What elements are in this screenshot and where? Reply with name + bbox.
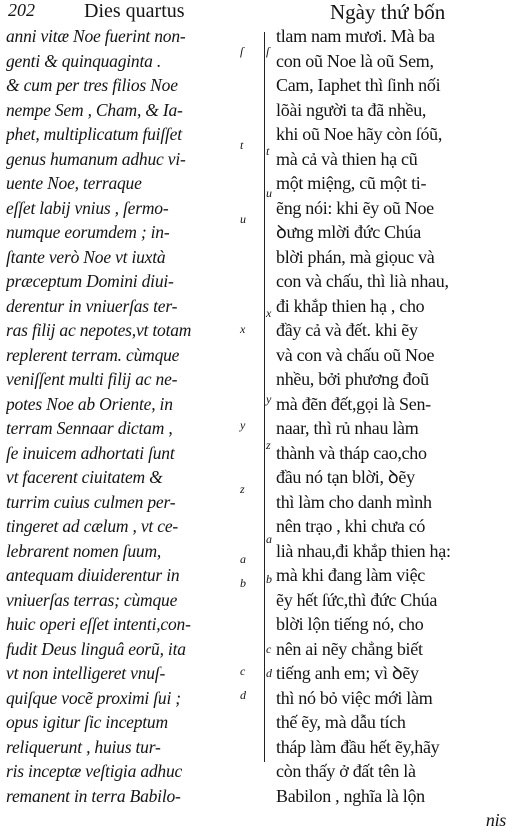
margin-marker: ſ [266,44,270,58]
page-number: 202 [8,0,35,20]
vietnamese-text-line: nên ai nẽy chẳng biết [276,638,423,659]
latin-text-line: phet, multiplicatum fuiſſet [6,124,182,144]
vietnamese-text-line: mà cả và thien hạ cũ [276,148,418,169]
latin-text-line: anni vitæ Noe fuerint non- [6,26,186,46]
margin-marker: z [240,482,245,496]
vietnamese-text-line: Babilon , nghĩa là lộn [276,785,425,806]
vietnamese-text-line: tlam nam mươi. Mà ba [276,26,435,46]
vietnamese-text-line: đầu nó tạn blời, ꝺẽy [276,467,415,487]
vietnamese-text-line: ẽy hết ſức,thì đức Chúa [276,589,438,610]
margin-marker: x [266,306,272,320]
vietnamese-text-line: blời lộn tiếng nó, cho [276,614,424,634]
vietnamese-text-line: mà khi đang làm việc [276,565,425,585]
column-divider-rule [264,32,265,762]
vietnamese-text-line: tháp làm đầu hết ẽy,hãy [276,736,440,757]
vietnamese-text-line: nên trạo , khi chưa có [276,516,426,536]
margin-marker: a [240,552,246,566]
latin-text-line: vniuerſas terras; cùmque [6,589,178,610]
vietnamese-text-line: nhều, bởi phương đoũ [276,369,429,389]
latin-text-line: præceptum Domini diui- [6,271,174,291]
vietnamese-text-line: đầy cả và đết. khi ẽy [276,320,418,340]
latin-text-line: potes Noe ab Oriente, in [6,393,173,414]
margin-marker: c [240,664,246,678]
latin-column [6,24,236,808]
vietnamese-running-head: Ngày thứ bốn [330,0,446,24]
vietnamese-text-line: tiếng anh em; vì ꝺẽy [276,663,419,683]
vietnamese-text-line: mà đẽn đết,gọi là Sen- [276,393,431,414]
margin-marker: u [240,212,246,226]
latin-text-line: veniſſent multi filij ac ne- [6,369,178,389]
vietnamese-text-line: lõài người ta đã nhều, [276,99,427,120]
vietnamese-text-line: con oũ Noe là oũ Sem, [276,50,434,71]
latin-text-line: nempe Sem , Cham, & Ia- [6,99,183,120]
vietnamese-column [276,24,514,833]
latin-text-line: lebrarent nomen ſuum, [6,540,162,561]
latin-text-line: ris inceptæ veſtigia adhuc [6,761,183,781]
latin-text-line: uente Noe, terraque [6,173,142,193]
vietnamese-text-line: còn thấy ở đất tên là [276,761,416,781]
vietnamese-text-line: ẽng nói: khi ẽy oũ Noe [276,197,434,218]
margin-marker: y [266,392,272,406]
margin-marker: c [266,642,272,656]
vietnamese-text-line: thì nó bỏ việc mới làm [276,687,433,708]
vietnamese-text-line: một miệng, cũ một ti- [276,173,427,193]
vietnamese-text-line: khi oũ Noe hãy còn ſóũ, [276,124,443,144]
column-gutter [238,24,272,764]
vietnamese-text-line: con và chấu, thì lià nhau, [276,271,449,291]
margin-marker: b [266,572,272,586]
margin-marker: y [240,418,246,432]
margin-marker: z [266,438,271,452]
margin-marker: u [266,186,272,200]
vietnamese-text-line: thành và tháp cao,cho [276,442,427,463]
latin-text-line: ras filij ac nepotes,vt totam [6,320,192,340]
margin-marker: ſ [240,44,244,58]
latin-text-line: derentur in vniuerſas ter- [6,295,178,316]
vietnamese-text-line: ꝺưng mlời đức Chúa [276,222,421,242]
latin-text-line: numque eorumdem ; in- [6,222,170,242]
margin-marker: t [266,144,270,158]
vietnamese-text-line: thế ẽy, mà dẫu tích [276,712,406,732]
margin-marker: b [240,576,246,590]
latin-text-line: quiſque vocẽ proximi ſui ; [6,687,181,708]
margin-marker: d [240,688,246,702]
latin-text-line: antequam diuiderentur in [6,565,180,585]
latin-text-line: vt facerent ciuitatem & [6,467,163,487]
latin-text-line: genus humanum adhuc vi- [6,148,186,169]
margin-marker: d [266,666,272,680]
vietnamese-text-line: thì làm cho danh mình [276,491,432,512]
latin-text-line: ſe inuicem adhortati ſunt [6,442,175,463]
vietnamese-text-line: đi khắp thien hạ , cho [276,295,425,316]
vietnamese-text-line: nis [485,810,506,830]
latin-text-line: fudit Deus linguâ eorũ, ita [6,638,186,659]
latin-text-line: huic operi eſſet intenti,con- [6,614,191,634]
margin-marker: x [240,322,246,336]
margin-marker: a [266,532,272,546]
latin-text-line: vt non intelligeret vnuſ- [6,663,166,683]
latin-text-line: & cum per tres filios Noe [6,75,178,95]
latin-text-line: opus igitur ſic inceptum [6,712,168,732]
latin-text-line: turrim cuius culmen per- [6,491,176,512]
latin-text-line: eſſet labij vnius , ſermo- [6,197,169,218]
latin-text-line: terram Sennaar dictam , [6,418,173,438]
vietnamese-text-line: lià nhau,đi khắp thien hạ: [276,540,451,561]
latin-text-line: reliquerunt , huius tur- [6,736,161,757]
vietnamese-text-line: Cam, Iaphet thì ſinh nối [276,75,441,95]
vietnamese-text-line: naar, thì rủ nhau làm [276,418,419,438]
latin-text-line: replerent terram. cùmque [6,344,180,365]
latin-text-line: genti & quinquaginta . [6,50,162,71]
latin-text-line: tingeret ad cælum , vt ce- [6,516,179,536]
latin-text-line: ſtante verò Noe vt iuxtà [6,246,166,267]
vietnamese-text-line: blời phán, mà giọuc và [276,246,435,267]
margin-marker: t [240,138,244,152]
latin-text-line: remanent in terra Babilo- [6,785,181,806]
vietnamese-text-line: và con và chấu oũ Noe [276,344,435,365]
latin-running-head: Dies quartus [84,0,185,22]
